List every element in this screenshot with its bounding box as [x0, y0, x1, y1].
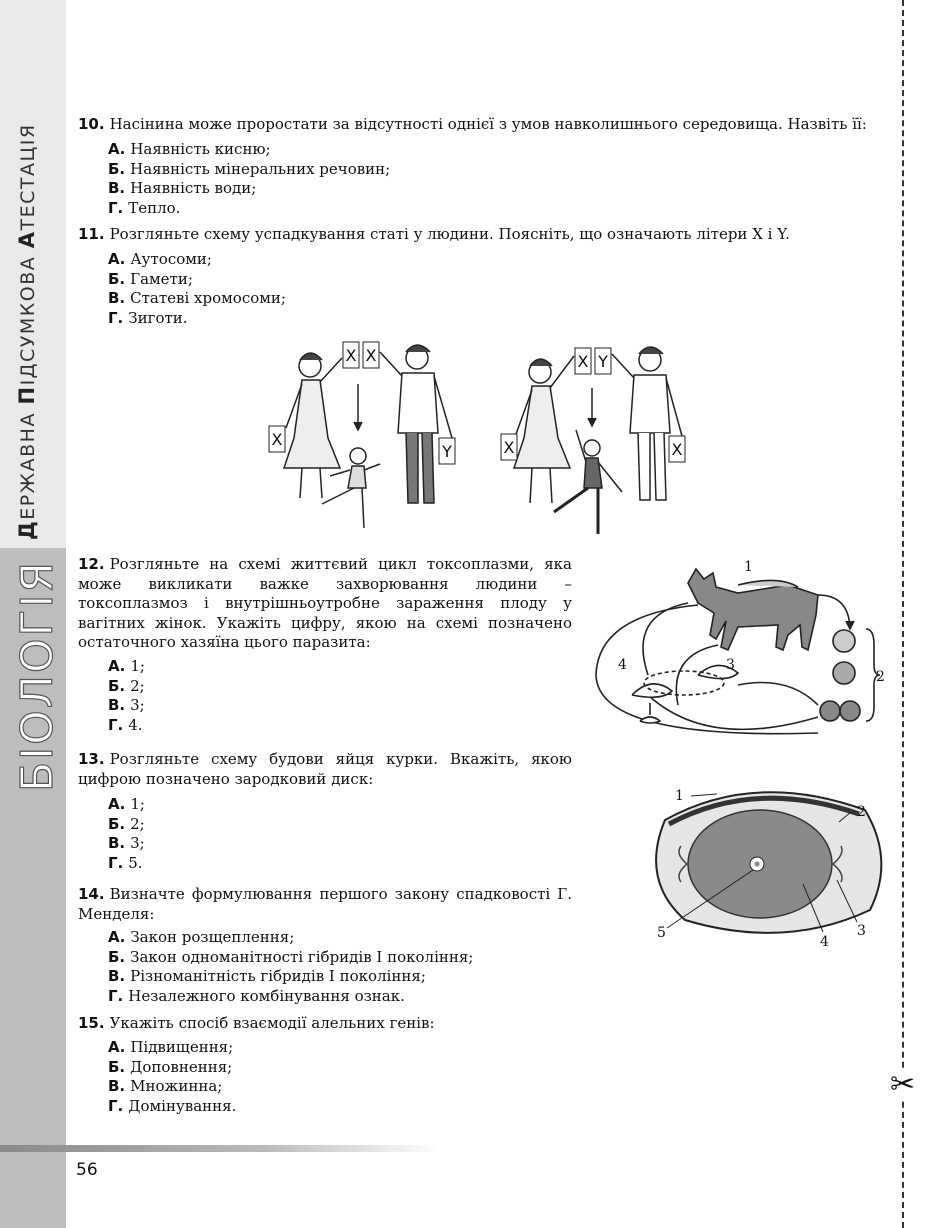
option: В. 3;	[108, 696, 145, 714]
card-right-pair-2: Y	[598, 352, 608, 371]
option: Б. Закон одноманітності гібридів І покоління;	[108, 947, 474, 966]
option: Б. 2;	[108, 814, 145, 833]
question-15: 15. Укажіть спосіб взаємодії алельних генів:	[78, 1014, 435, 1032]
card-left-mother: X	[271, 430, 283, 449]
question-13: 13. Розгляньте схему будови яйця курки. Вкажіть, якою цифрою позначено зародковий диск:	[78, 750, 572, 788]
label-1: 1	[744, 559, 753, 575]
sex-inheritance-figure	[262, 338, 702, 543]
scissors-icon: ✂	[890, 1067, 916, 1102]
card-right-pair-1: X	[577, 352, 589, 371]
option: Б. Наявність мінеральних речовин;	[108, 159, 391, 178]
option: Г. Незалежного комбінування ознак.	[108, 986, 405, 1005]
question-11: 11. Розгляньте схему успадкування статі у людини. Поясніть, що означають літери X і Y.	[78, 225, 790, 243]
card-right-father: X	[671, 440, 683, 459]
option: А. Закон розщеплення;	[108, 928, 295, 946]
egg-label-5: 5	[657, 925, 666, 941]
egg-label-4: 4	[820, 934, 829, 950]
question-12: 12. Розгляньте на схемі життєвий цикл токсоплазми, яка може викликати важке захворювання людини – токсоплазмоз і внутрішньоутробне зараження плоду у вагітних жінок. Укажіть цифру, якою на схемі позначено остаточного хазяїна цього паразита:	[78, 555, 572, 651]
egg-label-3: 3	[857, 923, 866, 939]
label-4: 4	[618, 657, 627, 673]
sidebar	[0, 0, 66, 1228]
egg-label-2: 2	[857, 804, 866, 820]
option: Г. 5.	[108, 853, 143, 872]
option: А. Наявність кисню;	[108, 140, 271, 158]
option: Г. Тепло.	[108, 198, 181, 217]
card-left-pair-2: X	[365, 346, 377, 365]
question-12-options	[108, 657, 145, 735]
exam-title: ДЕРЖАВНА ПІДСУМКОВА АТЕСТАЦІЯ	[15, 123, 39, 540]
option: Г. Домінування.	[108, 1096, 237, 1115]
option: А. Підвищення;	[108, 1038, 234, 1056]
toxoplasma-cycle-figure	[588, 555, 893, 750]
option: А. Аутосоми;	[108, 250, 212, 268]
option: В. Різноманітність гібридів І покоління;	[108, 967, 426, 985]
question-10: 10. Насінина може проростати за відсутності однієї з умов навколишнього середовища. Назвіть її:	[78, 115, 867, 133]
question-15-options	[108, 1038, 236, 1116]
question-10-options	[108, 140, 390, 218]
option: Г. Зиготи.	[108, 308, 188, 327]
option: Б. Доповнення;	[108, 1057, 233, 1076]
page-number: 56	[76, 1160, 98, 1180]
option: В. Статеві хромосоми;	[108, 289, 286, 307]
question-14: 14. Визначте формулювання першого закону спадковості Г. Менделя:	[78, 885, 572, 923]
option: Г. 4.	[108, 715, 143, 734]
label-2: 2	[876, 669, 885, 685]
label-3: 3	[726, 657, 735, 673]
egg-structure-figure	[645, 780, 890, 950]
subject-title: БІОЛОГІЯ	[12, 560, 63, 792]
option: Б. 2;	[108, 676, 145, 695]
footer-bar	[0, 1145, 440, 1152]
card-left-pair-1: X	[345, 346, 357, 365]
question-14-options	[108, 928, 473, 1006]
option: А. 1;	[108, 657, 145, 675]
egg-label-1: 1	[675, 788, 684, 804]
question-11-options	[108, 250, 286, 328]
cut-line	[902, 0, 904, 1228]
card-left-father: Y	[442, 442, 452, 461]
option: Б. Гамети;	[108, 269, 193, 288]
card-right-mother: X	[503, 438, 515, 457]
option: В. Наявність води;	[108, 179, 257, 197]
option: В. Множинна;	[108, 1077, 223, 1095]
option: В. 3;	[108, 834, 145, 852]
question-13-options	[108, 795, 145, 873]
option: А. 1;	[108, 795, 145, 813]
